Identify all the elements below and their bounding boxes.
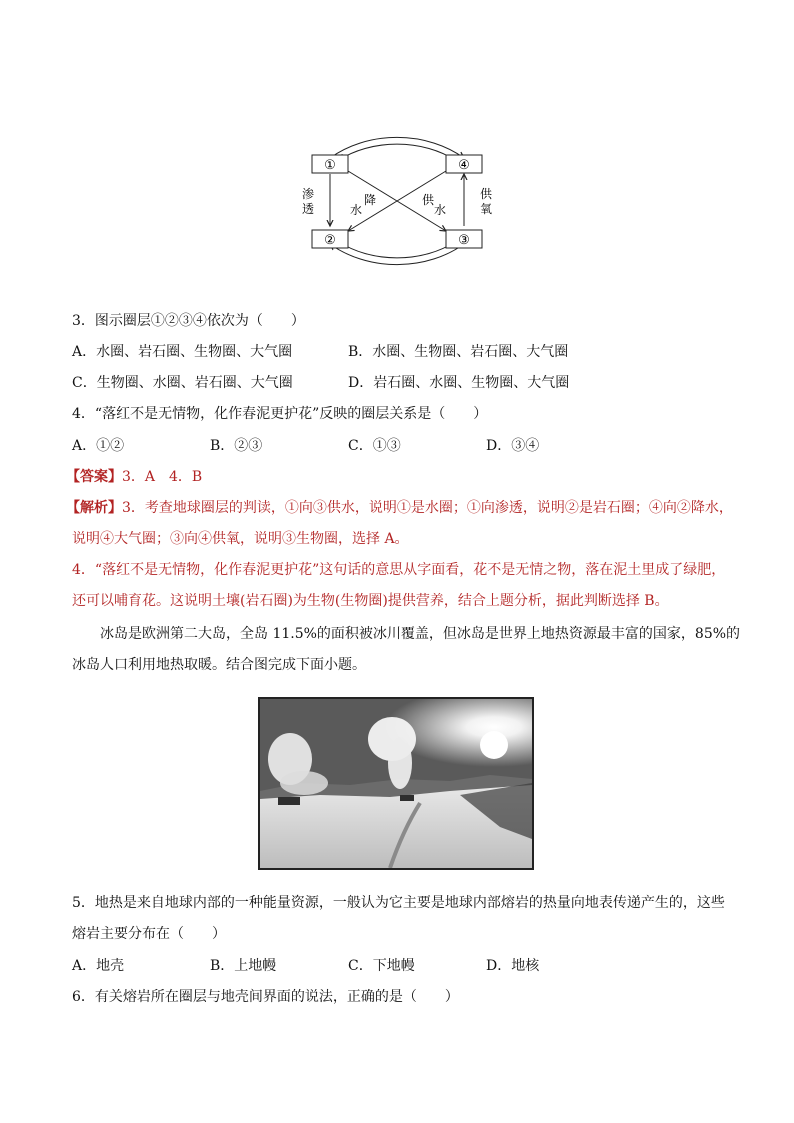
analysis-line-1 xyxy=(66,498,733,518)
q5-option-d: D．地核 xyxy=(486,958,540,974)
analysis-line-3: 4．“落红不是无情物，化作春泥更护花”这句话的意思从字面看，花不是无情之物，落在泥土里成了绿肥， xyxy=(72,562,726,578)
answer-line xyxy=(66,467,202,487)
label-seepage-1: 渗 xyxy=(301,187,315,201)
q4-option-d: D．③④ xyxy=(486,438,540,454)
q6-stem: 6．有关熔岩所在圈层与地壳间界面的说法，正确的是（ ） xyxy=(72,989,459,1005)
box-3-label: ③ xyxy=(458,233,470,248)
label-oxygen-1: 供 xyxy=(479,187,493,201)
q3-stem: 3．图示圈层①②③④依次为（ ） xyxy=(72,313,305,329)
steam-plume-left-low xyxy=(280,771,328,795)
answer-text: 3．A 4．B xyxy=(122,469,203,485)
analysis-text-1: 3．考查地球圈层的判读，①向③供水，说明①是水圈；①向渗透，说明②是岩石圈；④向②降水， xyxy=(122,500,733,516)
label-supply-1: 供 xyxy=(421,193,435,207)
inner-arc-top xyxy=(339,144,455,160)
steam-plume-mid xyxy=(388,737,412,789)
plant-building-center xyxy=(400,795,414,801)
q4-stem: 4．“落红不是无情物，化作春泥更护花”反映的圈层关系是（ ） xyxy=(72,406,488,422)
analysis-line-2: 说明④大气圈；③向④供氧，说明③生物圈，选择 A。 xyxy=(72,531,409,547)
power-plant-building xyxy=(278,797,300,805)
q3-option-a: A．水圈、岩石圈、生物圈、大气圈 xyxy=(72,344,293,360)
q5-option-b: B．上地幔 xyxy=(210,958,277,974)
label-rain-2: 降 xyxy=(363,193,377,207)
label-rain-1: 水 xyxy=(349,203,363,217)
q3-option-b: B．水圈、生物圈、岩石圈、大气圈 xyxy=(348,344,569,360)
box-1-label: ① xyxy=(324,158,336,173)
intro-line-2: 冰岛人口利用地热取暖。结合图完成下面小题。 xyxy=(72,657,366,673)
inner-arc-bottom xyxy=(339,242,455,258)
analysis-line-4: 还可以哺育花。这说明土壤(岩石圈)为生物(生物圈)提供营养，结合上题分析，据此判断选择 B。 xyxy=(72,593,669,609)
intro-line-1: 冰岛是欧洲第二大岛，全岛 11.5%的面积被冰川覆盖，但冰岛是世界上地热资源最丰富的国家，85%的 xyxy=(100,626,741,642)
q3-option-d: D．岩石圈、水圈、生物圈、大气圈 xyxy=(348,375,570,391)
q5-stem-line-1: 5．地热是来自地球内部的一种能量资源，一般认为它主要是地球内部熔岩的热量向地表传递产生的，这些 xyxy=(72,895,725,911)
q4-option-c: C．①③ xyxy=(348,438,401,454)
box-2-label: ② xyxy=(324,233,336,248)
geothermal-photo xyxy=(258,697,534,870)
analysis-tag: 【解析】 xyxy=(66,500,122,516)
label-oxygen-2: 氧 xyxy=(479,202,493,216)
label-supply-2: 水 xyxy=(433,203,447,217)
q3-option-c: C．生物圈、水圈、岩石圈、大气圈 xyxy=(72,375,293,391)
q5-option-a: A．地壳 xyxy=(72,958,125,974)
q5-stem-line-2: 熔岩主要分布在（ ） xyxy=(72,926,226,942)
answer-tag: 【答案】 xyxy=(66,469,122,485)
box-4-label: ④ xyxy=(458,158,470,173)
q4-option-b: B．②③ xyxy=(210,438,263,454)
outer-arc-top xyxy=(330,137,464,158)
label-seepage-2: 透 xyxy=(301,202,315,216)
q5-option-c: C．下地幔 xyxy=(348,958,415,974)
sun-icon xyxy=(480,731,508,759)
sphere-cycle-diagram xyxy=(290,108,504,290)
outer-arc-bottom xyxy=(330,244,464,265)
q4-option-a: A．①② xyxy=(72,438,125,454)
